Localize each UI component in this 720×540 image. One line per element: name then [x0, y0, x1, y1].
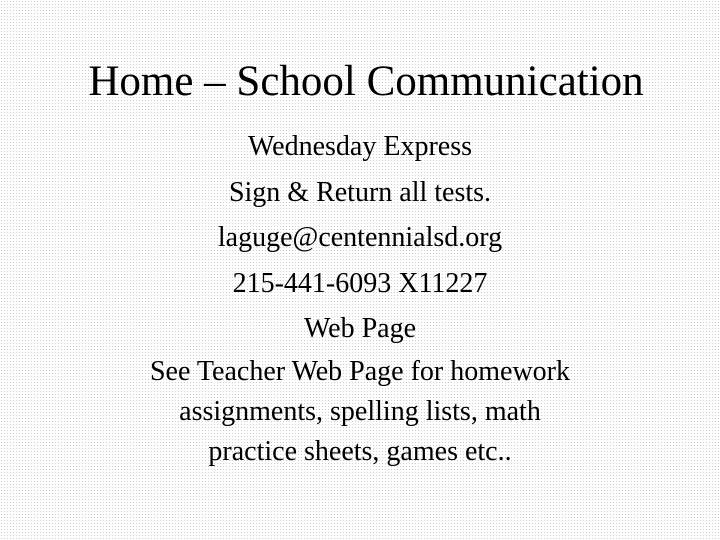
web-page-line: Web Page [303, 313, 417, 344]
slide-body [0, 124, 720, 472]
slide-title: Home – School Communication [88, 58, 644, 105]
phone-number: 215-441-6093 X11227 [232, 267, 488, 299]
teacher-web-page-paragraph [0, 352, 720, 472]
paragraph-line: See Teacher Web Page for homework [149, 355, 571, 387]
wednesday-express-line: Wednesday Express [247, 131, 472, 162]
email-address: laguge@centennialsd.org [217, 222, 503, 253]
sign-return-tests-line: Sign & Return all tests. [228, 176, 492, 208]
paragraph-line: practice sheets, games etc.. [208, 435, 512, 467]
paragraph-line: assignments, spelling lists, math [179, 395, 541, 427]
